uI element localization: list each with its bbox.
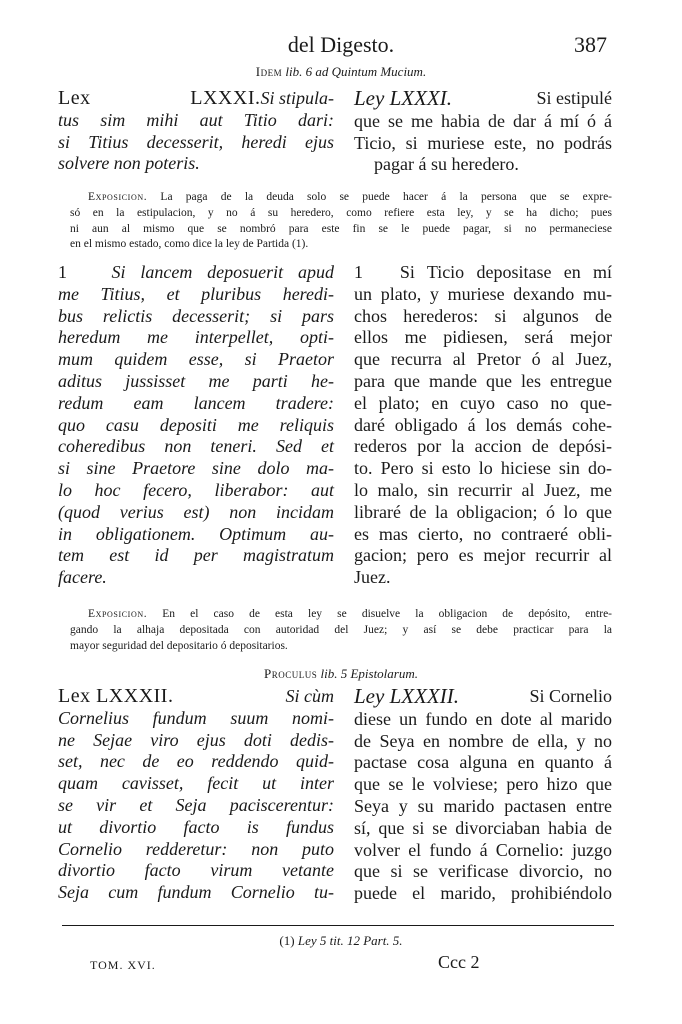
text-line: rederos por la accion de depósi- [354, 436, 612, 457]
text-fragment: Si cùm [285, 686, 334, 706]
text-line: diese un fundo en dote al marido [354, 708, 612, 729]
text-line: Juez. [354, 567, 391, 588]
text-line: tem est id per magistratum [58, 545, 334, 566]
text-line: sí, que si se divorciaban habia de [354, 817, 612, 838]
text-line: quo casu depositi me reliquis [58, 414, 334, 435]
text-line: facere. [58, 567, 107, 588]
text-line: solvere non poteris. [58, 153, 200, 174]
footnote-text: Ley 5 tit. 12 Part. 5. [297, 933, 403, 948]
source-attribution [0, 64, 682, 80]
source-reference: lib. 6 ad Quintum Mucium. [285, 64, 427, 79]
text-line: un plato, y muriese dexando mu- [354, 283, 612, 304]
spanish-law-heading: Ley LXXXI. [354, 86, 452, 110]
signature-mark: Ccc 2 [438, 952, 480, 972]
source-author: Proculus [263, 666, 318, 681]
paragraph-number: 1 [58, 262, 67, 282]
text-fragment: Si stipula- [260, 88, 334, 108]
text-line: gando la alhaja depositada con autoridad del Juez; y así se debe practicar para la [70, 623, 612, 636]
exposition-label: Exposicion. [88, 608, 148, 620]
text-line: (quod verius est) non incidam [58, 501, 334, 522]
footnote [0, 933, 682, 949]
spanish-law-81 [354, 88, 612, 176]
text-line: volver el fundo á Cornelio: juzgo [354, 839, 612, 860]
paragraph-number: 1 [354, 262, 363, 282]
footnote-rule [62, 925, 614, 926]
latin-law-heading: Lex LXXXII. [58, 685, 174, 707]
text-line [58, 88, 334, 110]
volume-label: TOM. XVI. [90, 958, 156, 972]
text-line: tus sim mihi aut Titio dari: [58, 109, 334, 130]
text-line: bus relictis decesserit; si pars [58, 305, 334, 326]
text-line: pactase cosa alguna en quanto á [354, 752, 612, 773]
text-line: mayor seguridad del depositario ó depositarios. [70, 639, 288, 652]
text-line: si Titius decesserit, heredi ejus [58, 131, 334, 152]
text-line: set, nec de eo reddendo quid- [58, 751, 334, 772]
text-line: só en la estipulacion, y no á su heredero, como refiere esta ley, y se ha dicho; pues [70, 206, 612, 219]
text-line: ut divortio facto is fundus [58, 816, 334, 837]
source-attribution [0, 666, 682, 682]
source-author: Idem [255, 64, 283, 79]
text-line: para que mande que les entregue [354, 370, 612, 391]
text-line: que si se verificase divorcio, no [354, 861, 612, 882]
text-line: in obligationem. Optimum au- [58, 523, 334, 544]
text-line: me Titius, et pluribus heredi- [58, 283, 334, 304]
text-fragment: Si Ticio depositase en mí [399, 262, 613, 282]
text-fragment: Si Cornelio [529, 686, 612, 706]
exposition-label: Exposicion. [88, 191, 148, 203]
text-line: aditus jussisset me parti he- [58, 370, 334, 391]
text-line: chos herederos: si algunos de [354, 305, 612, 326]
text-line: Cornelio redderetur: non puto [58, 838, 334, 859]
page-number: 387 [574, 32, 607, 57]
source-reference: lib. 5 Epistolarum. [320, 666, 418, 681]
text-line: lo hoc fecero, liberabor: aut [58, 479, 334, 500]
text-line: Seja cum fundum Cornelio tu- [58, 882, 334, 903]
latin-law-81 [58, 88, 334, 175]
text-line: gacion; pero es mejor recurrir al [354, 545, 612, 566]
text-line: Seya y su marido pactasen entre [354, 795, 612, 816]
text-line: ne Sejae viro ejus doti dedis- [58, 729, 334, 750]
exposition-paragraph [70, 607, 612, 654]
text-line: divortio facto virum vetante [58, 860, 334, 881]
text-line: se vir et Seja paciscerentur: [58, 794, 334, 815]
spanish-law-heading: Ley LXXXII. [354, 684, 459, 708]
text-line: redum eam lancem tradere: [58, 392, 334, 413]
text-line: heredum me interpellet, opti- [58, 327, 334, 348]
spanish-paragraph-1 [354, 262, 612, 589]
latin-law-heading: Lex LXXXI. [58, 87, 261, 109]
text-line: ni aun al mismo que se nombró para este fin se le puede pagar, si no permaneciese [70, 222, 612, 235]
text-line: que recurra al Pretor ó al Juez, [354, 349, 612, 370]
text-line: mum quidem esse, si Praetor [58, 349, 334, 370]
text-line: coheredibus non teneri. Sed et [58, 436, 334, 457]
text-line: de Seya en nombre de ella, y no [354, 730, 612, 751]
text-fragment: Si lancem deposuerit apud [111, 262, 334, 282]
text-line: Cornelius fundum suum nomi- [58, 707, 334, 728]
text-line: que se me habia de dar á mí ó á [354, 110, 612, 131]
text-line: que se le volviese; pero hizo que [354, 774, 612, 795]
text-line: si sine Praetore sine dolo ma- [58, 458, 334, 479]
latin-law-82 [58, 686, 334, 904]
text-line: puede el marido, prohibiéndolo [354, 883, 612, 904]
text-fragment: La paga de la deuda solo se puede hacer á la persona que se expre- [160, 191, 613, 203]
text-line: to. Pero si esto lo hiciese sin do- [354, 458, 612, 479]
text-line: daré obligado á los demás cohe- [354, 414, 612, 435]
page-header-title: del Digesto. [287, 32, 395, 57]
latin-paragraph-1 [58, 262, 334, 589]
text-line: pagar á su heredero. [374, 154, 519, 175]
text-line: libraré de la obligacion; ó lo que [354, 501, 612, 522]
text-line: lo malo, sin recurrir al Juez, me [354, 479, 612, 500]
footnote-marker: (1) [279, 933, 295, 948]
text-line: en el mismo estado, como dice la ley de Partida (1). [70, 238, 309, 251]
text-fragment: En el caso de esta ley se disuelve la obligacion de depósito, entre- [162, 608, 612, 620]
text-line: ellos me pidiesen, será mejor [354, 327, 612, 348]
text-line: es mas cierto, no contraeré obli- [354, 523, 612, 544]
text-fragment: Si estipulé [536, 88, 612, 108]
text-line: quam cavisset, fecit ut inter [58, 773, 334, 794]
text-line: Ticio, si muriese este, no podrás [354, 132, 612, 153]
spanish-law-82 [354, 686, 612, 905]
text-line: el plato; en cuyo caso no que- [354, 392, 612, 413]
exposition-paragraph [70, 190, 612, 253]
